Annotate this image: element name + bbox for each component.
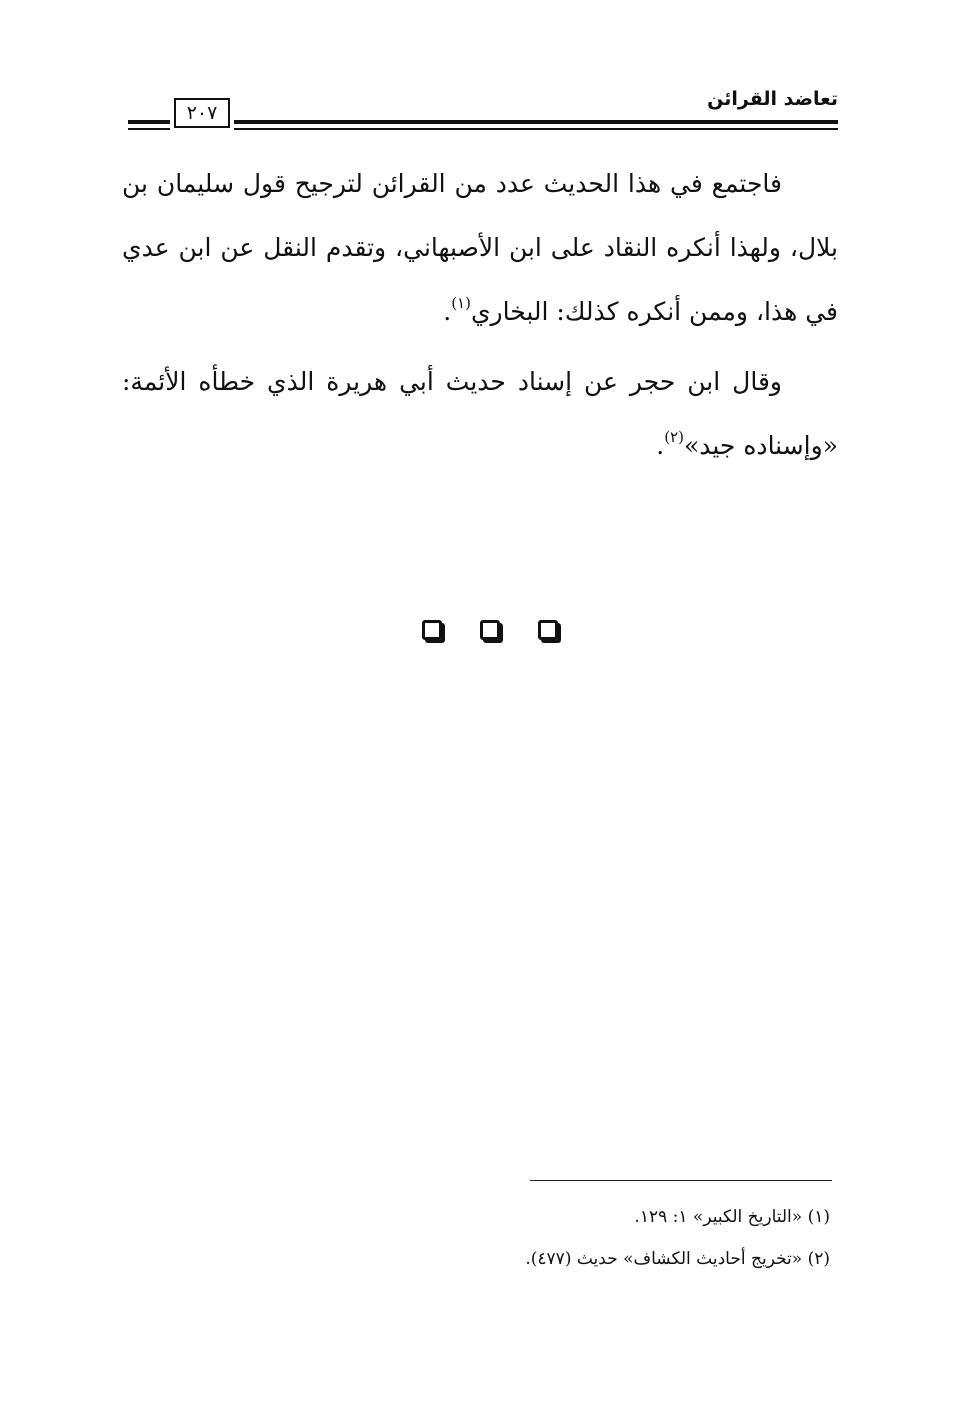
footnote-ref-2[interactable]: (٢) [664,428,684,446]
footnotes [122,1196,830,1280]
paragraph-2-end: . [656,431,665,460]
paragraph-1-text: فاجتمع في هذا الحديث عدد من القرائن لترجيح قول سليمان بن بلال، ولهذا أنكره النقاد على ابن الأصبهاني، وتقدم النقل عن ابن عدي في هذا، وممن أنكره كذلك: البخاري [122,169,838,326]
section-separator [0,620,980,640]
footnote-2: (٢) «تخريج أحاديث الكشاف» حديث (٤٧٧). [525,1249,830,1269]
footnote-1: (١) «التاريخ الكبير» ١: ١٢٩. [634,1207,830,1227]
separator-square-icon [422,620,442,640]
header-rule-left-thin [128,128,170,130]
paragraph-1-end: . [443,297,452,326]
page-header [122,86,838,138]
running-title: تعاضد القرائن [707,88,838,110]
page-number: ٢٠٧ [174,98,230,128]
separator-square-icon [538,620,558,640]
header-rule-thin [234,128,838,130]
header-rule-left-thick [128,120,170,124]
footnote-ref-1[interactable]: (١) [451,294,471,312]
header-rule-thick [234,120,838,124]
main-text [122,152,838,478]
paragraph-2 [122,350,838,478]
footnote-rule [530,1180,832,1181]
paragraph-1 [122,152,838,344]
separator-square-icon [480,620,500,640]
paragraph-2-text: وقال ابن حجر عن إسناد حديث أبي هريرة الذي خطأه الأئمة: «وإسناده جيد» [122,367,838,460]
